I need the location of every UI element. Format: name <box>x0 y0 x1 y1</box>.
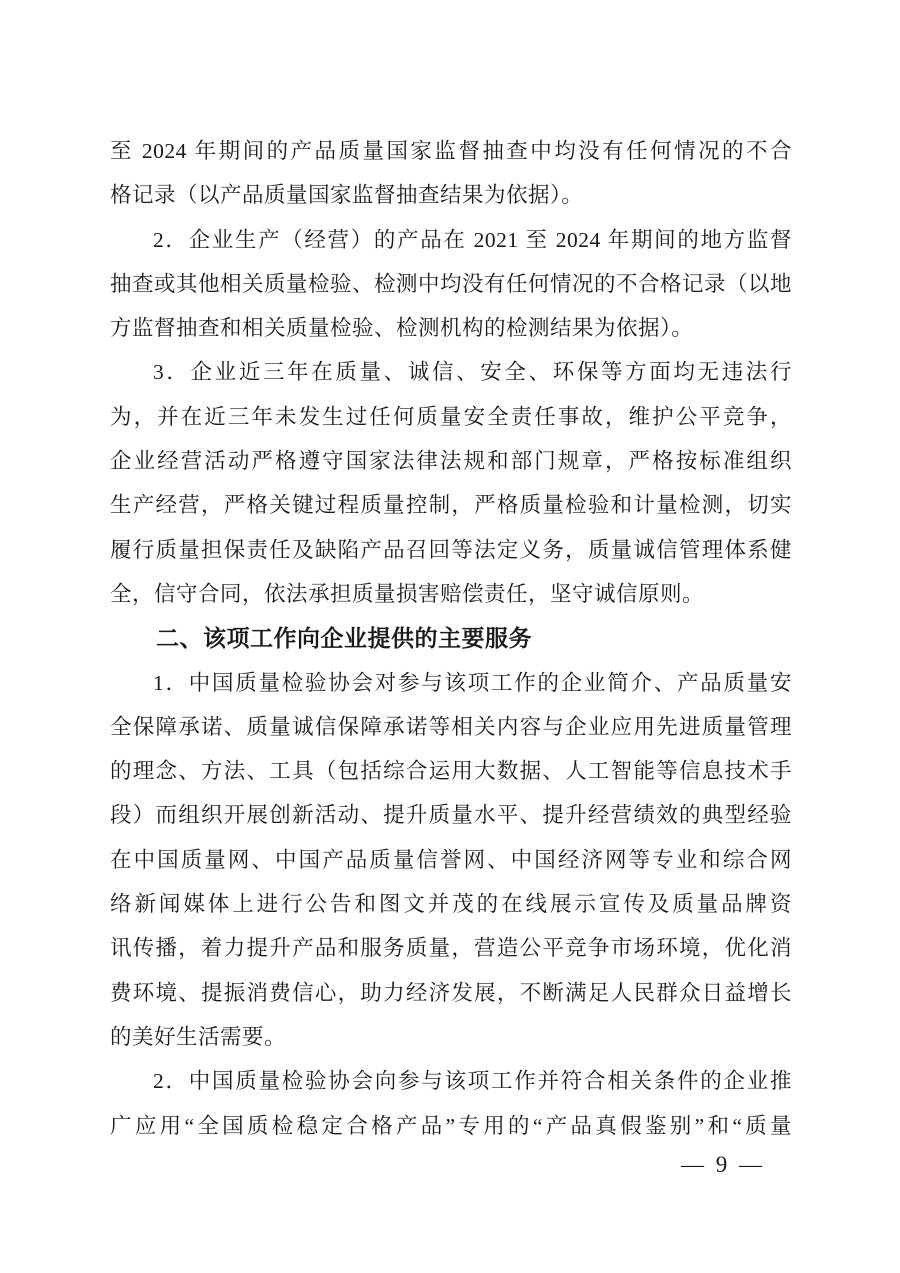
text-line: 履行质量担保责任及缺陷产品召回等法定义务，质量诚信管理体系健 <box>110 537 792 562</box>
text-line: 至 2024 年期间的产品质量国家监督抽查中均没有任何情况的不合 <box>110 139 792 163</box>
text-line: 段）而组织开展创新活动、提升质量水平、提升经营绩效的典型经验 <box>110 803 792 828</box>
text-line: 在中国质量网、中国产品质量信誉网、中国经济网等专业和综合网 <box>110 847 792 872</box>
text-line: 全保障承诺、质量诚信保障承诺等相关内容与企业应用先进质量管理 <box>110 714 792 739</box>
text-line: 方监督抽查和相关质量检验、检测机构的检测结果为依据）。 <box>110 316 694 341</box>
text-line: 2．中国质量检验协会向参与该项工作并符合相关条件的企业推 <box>153 1069 792 1094</box>
text-line: 讯传播，着力提升产品和服务质量，营造公平竞争市场环境，优化消 <box>110 936 792 961</box>
text-line: 广应用“全国质检稳定合格产品”专用的“产品真假鉴别”和“质量 <box>110 1113 792 1138</box>
text-line: 的理念、方法、工具（包括综合运用大数据、人工智能等信息技术手 <box>110 759 792 784</box>
text-line: 3．企业近三年在质量、诚信、安全、环保等方面均无违法行 <box>153 360 792 385</box>
text-line: 络新闻媒体上进行公告和图文并茂的在线展示宣传及质量品牌资 <box>110 892 792 917</box>
text-line: 的美好生活需要。 <box>110 1024 287 1049</box>
text-line: 为，并在近三年未发生过任何质量安全责任事故，维护公平竞争， <box>110 404 792 429</box>
text-line: 格记录（以产品质量国家监督抽查结果为依据）。 <box>110 183 584 208</box>
text-line: 抽查或其他相关质量检验、检测中均没有任何情况的不合格记录（以地 <box>110 271 792 296</box>
text-line: 2．企业生产（经营）的产品在 2021 至 2024 年期间的地方监督 <box>153 227 792 252</box>
section-heading: 二、该项工作向企业提供的主要服务 <box>156 625 532 652</box>
page-number: — 9 — <box>681 1152 765 1177</box>
text-line: 生产经营，严格关键过程质量控制，严格质量检验和计量检测，切实 <box>110 493 792 518</box>
document-body <box>110 129 792 1148</box>
text-line: 费环境、提振消费信心，助力经济发展，不断满足人民群众日益增长 <box>110 980 792 1005</box>
text-line: 全，信守合同，依法承担质量损害赔偿责任，坚守诚信原则。 <box>110 581 705 606</box>
text-line: 企业经营活动严格遵守国家法律法规和部门规章，严格按标准组织 <box>110 449 792 474</box>
text-line: 1．中国质量检验协会对参与该项工作的企业简介、产品质量安 <box>153 670 792 695</box>
